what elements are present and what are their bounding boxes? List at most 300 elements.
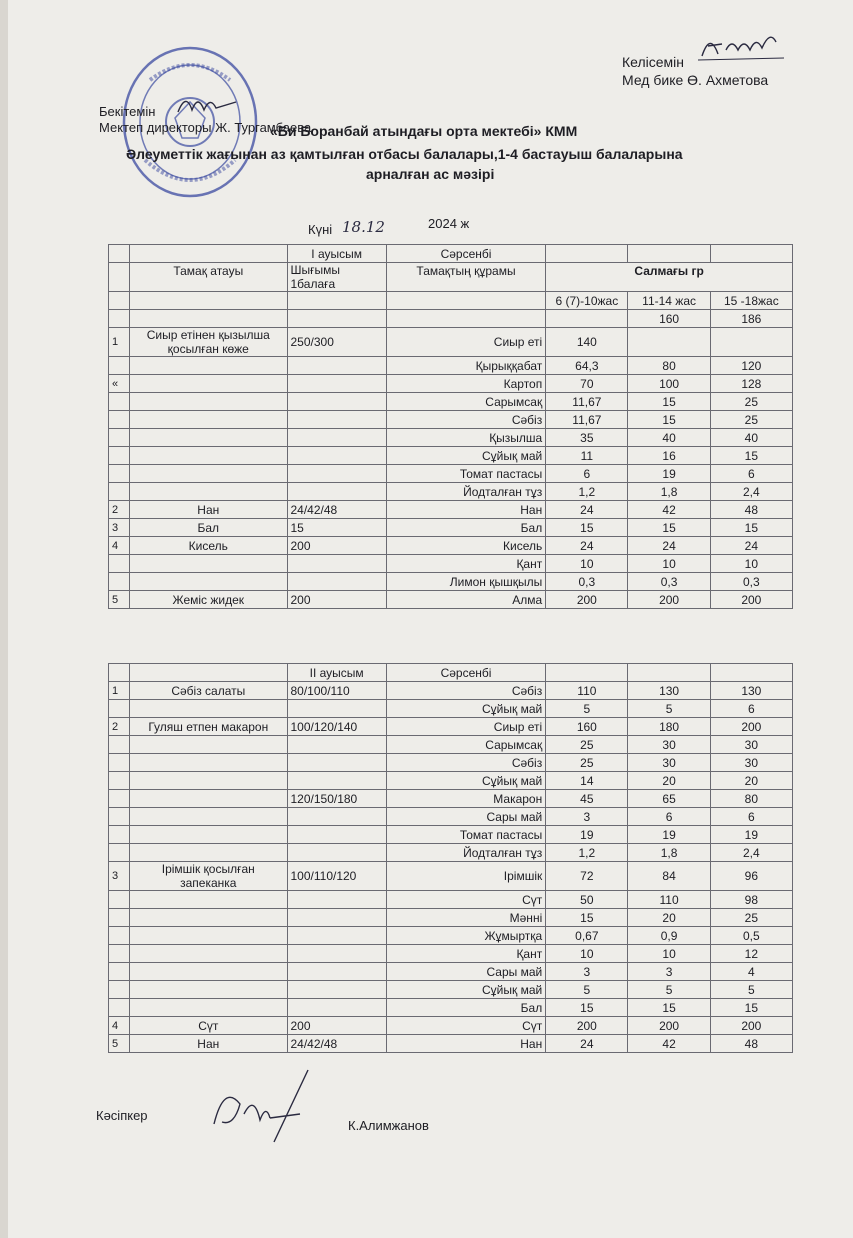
dish-name (130, 357, 287, 375)
weight-age-1: 200 (546, 1017, 628, 1035)
ingredient-name: Макарон (386, 790, 545, 808)
weight-age-2: 42 (628, 1035, 710, 1053)
table-row (109, 1017, 793, 1035)
table-row (109, 700, 793, 718)
weight-age-2: 16 (628, 447, 710, 465)
dish-name: Ірімшік қосылған запеканка (130, 862, 287, 891)
row-number (109, 483, 130, 501)
weight-age-1: 11,67 (546, 393, 628, 411)
weight-age-1: 15 (546, 519, 628, 537)
table-row (109, 844, 793, 862)
weight-age-1: 25 (546, 736, 628, 754)
dish-output: 250/300 (287, 328, 386, 357)
weight-age-3: 0,3 (710, 573, 792, 591)
weight-age-1: 50 (546, 891, 628, 909)
ingredient-name: Сүт (386, 891, 545, 909)
table-row (109, 573, 793, 591)
weight-age-3: 20 (710, 772, 792, 790)
dish-name: Нан (130, 1035, 287, 1053)
weight-age-2: 80 (628, 357, 710, 375)
row-number: 1 (109, 328, 130, 357)
weight-age-3: 186 (710, 310, 792, 328)
dish-name: Сәбіз салаты (130, 682, 287, 700)
dish-name (130, 826, 287, 844)
shift1-table (108, 244, 793, 609)
shift2-table (108, 663, 793, 1053)
table-row (109, 375, 793, 393)
col-weight-header: Салмағы гр (546, 263, 793, 292)
weight-age-1: 5 (546, 700, 628, 718)
dish-name (130, 754, 287, 772)
dish-output: 120/150/180 (287, 790, 386, 808)
dish-name (130, 573, 287, 591)
weight-age-1: 35 (546, 429, 628, 447)
dish-output (287, 375, 386, 393)
dish-name (130, 844, 287, 862)
dish-output (287, 429, 386, 447)
weight-age-2: 3 (628, 963, 710, 981)
ingredient-name: Сары май (386, 963, 545, 981)
row-number (109, 754, 130, 772)
weight-age-3: 25 (710, 393, 792, 411)
weight-age-2: 100 (628, 375, 710, 393)
table-row (109, 927, 793, 945)
weight-age-2: 24 (628, 537, 710, 555)
age-group-2: 11-14 жас (628, 292, 710, 310)
row-number (109, 927, 130, 945)
dish-name: Нан (130, 501, 287, 519)
weight-age-1: 64,3 (546, 357, 628, 375)
row-number (109, 844, 130, 862)
table-row (109, 328, 793, 357)
ingredient-name: Сүт (386, 1017, 545, 1035)
weight-age-3: 48 (710, 501, 792, 519)
footer-name: К.Алимжанов (348, 1118, 429, 1133)
school-name: «Би Боранбай атындағы орта мектебі» КММ (270, 123, 578, 139)
row-number (109, 700, 130, 718)
weight-age-3: 12 (710, 945, 792, 963)
ingredient-name (386, 310, 545, 328)
table-row (109, 963, 793, 981)
weight-age-2: 15 (628, 411, 710, 429)
weight-age-1: 10 (546, 555, 628, 573)
table-row (109, 981, 793, 999)
dish-name (130, 772, 287, 790)
weight-age-2: 160 (628, 310, 710, 328)
weight-age-2: 6 (628, 808, 710, 826)
dish-output (287, 447, 386, 465)
dish-name (130, 808, 287, 826)
weight-age-2: 20 (628, 772, 710, 790)
dish-output (287, 700, 386, 718)
weight-age-3: 10 (710, 555, 792, 573)
footer-role: Кәсіпкер (96, 1108, 148, 1123)
weight-age-3: 80 (710, 790, 792, 808)
age-group-1: 6 (7)-10жас (546, 292, 628, 310)
weight-age-2: 200 (628, 1017, 710, 1035)
weight-age-1: 140 (546, 328, 628, 357)
ingredient-name: Мәнні (386, 909, 545, 927)
table-row (109, 718, 793, 736)
weight-age-3: 200 (710, 1017, 792, 1035)
table-row (109, 772, 793, 790)
weight-age-1: 45 (546, 790, 628, 808)
weight-age-2: 0,9 (628, 927, 710, 945)
dish-name: Сиыр етінен қызылша қосылған көже (130, 328, 287, 357)
weight-age-2: 200 (628, 591, 710, 609)
weight-age-1: 24 (546, 1035, 628, 1053)
dish-name (130, 909, 287, 927)
weight-age-1: 72 (546, 862, 628, 891)
weight-age-3: 5 (710, 981, 792, 999)
ingredient-name: Ірімшік (386, 862, 545, 891)
weight-age-3: 30 (710, 736, 792, 754)
dish-name (130, 999, 287, 1017)
table-row (109, 891, 793, 909)
dish-name: Жеміс жидек (130, 591, 287, 609)
table-row (109, 537, 793, 555)
col-dish-header: Тамақ атауы (130, 263, 287, 292)
ingredient-name: Қызылша (386, 429, 545, 447)
weight-age-3: 6 (710, 465, 792, 483)
weight-age-2: 15 (628, 519, 710, 537)
weight-age-1: 24 (546, 537, 628, 555)
weight-age-3: 4 (710, 963, 792, 981)
ingredient-name: Бал (386, 999, 545, 1017)
ingredient-name: Сәбіз (386, 754, 545, 772)
approval-left-line2: Мектеп директоры Ж. Тургамбаева (99, 120, 312, 135)
weight-age-2: 0,3 (628, 573, 710, 591)
row-number: « (109, 375, 130, 393)
weight-age-3: 128 (710, 375, 792, 393)
table-row (109, 429, 793, 447)
ingredient-name: Бал (386, 519, 545, 537)
weight-age-3: 25 (710, 411, 792, 429)
row-number (109, 790, 130, 808)
dish-output (287, 981, 386, 999)
weight-age-2: 42 (628, 501, 710, 519)
weight-age-3: 2,4 (710, 483, 792, 501)
row-number (109, 999, 130, 1017)
dish-output (287, 999, 386, 1017)
weight-age-3: 30 (710, 754, 792, 772)
row-number: 4 (109, 537, 130, 555)
weight-age-3: 40 (710, 429, 792, 447)
weight-age-3: 15 (710, 999, 792, 1017)
row-number (109, 981, 130, 999)
dish-name (130, 375, 287, 393)
weight-age-2: 5 (628, 981, 710, 999)
weight-age-3: 200 (710, 718, 792, 736)
row-number: 3 (109, 519, 130, 537)
dish-output (287, 411, 386, 429)
age-group-3: 15 -18жас (710, 292, 792, 310)
menu-subtitle: арналған ас мәзірі (366, 166, 495, 182)
weight-age-1: 3 (546, 808, 628, 826)
row-number (109, 357, 130, 375)
weight-age-3: 6 (710, 700, 792, 718)
ingredient-name: Сарымсақ (386, 393, 545, 411)
weight-age-2 (628, 328, 710, 357)
ingredient-name: Кисель (386, 537, 545, 555)
ingredient-name: Қант (386, 555, 545, 573)
weight-age-2: 19 (628, 465, 710, 483)
table-row (109, 999, 793, 1017)
weight-age-1: 1,2 (546, 483, 628, 501)
row-number: 2 (109, 501, 130, 519)
table-row (109, 790, 793, 808)
col-ingredients-header: Тамақтың құрамы (386, 263, 545, 292)
weight-age-3 (710, 328, 792, 357)
table-row (109, 909, 793, 927)
table-row (109, 465, 793, 483)
ingredient-name: Сұйық май (386, 981, 545, 999)
ingredient-name: Жұмыртқа (386, 927, 545, 945)
dish-output (287, 927, 386, 945)
ingredient-name: Қант (386, 945, 545, 963)
weight-age-3: 200 (710, 591, 792, 609)
dish-output: 24/42/48 (287, 501, 386, 519)
weight-age-1: 1,2 (546, 844, 628, 862)
table-row (109, 483, 793, 501)
row-number (109, 772, 130, 790)
row-number (109, 891, 130, 909)
weight-age-3: 48 (710, 1035, 792, 1053)
dish-output (287, 844, 386, 862)
weight-age-2: 19 (628, 826, 710, 844)
table-row (109, 393, 793, 411)
row-number (109, 963, 130, 981)
approval-right-line1: Келісемін (622, 54, 685, 70)
table-row (109, 945, 793, 963)
weight-age-2: 1,8 (628, 483, 710, 501)
weight-age-2: 30 (628, 736, 710, 754)
row-number (109, 573, 130, 591)
dish-output (287, 891, 386, 909)
weight-age-1: 200 (546, 591, 628, 609)
dish-name: Сүт (130, 1017, 287, 1035)
approval-right-line2: Мед бике Ө. Ахметова (622, 72, 769, 88)
table-row (109, 357, 793, 375)
dish-name (130, 891, 287, 909)
ingredient-name: Йодталған тұз (386, 844, 545, 862)
dish-name (130, 945, 287, 963)
dish-name (130, 963, 287, 981)
weight-age-1 (546, 310, 628, 328)
weight-age-2: 15 (628, 999, 710, 1017)
entrepreneur-signature (204, 1064, 324, 1148)
table-row (109, 591, 793, 609)
table-row (109, 736, 793, 754)
table-row (109, 310, 793, 328)
dish-output (287, 357, 386, 375)
weight-age-3: 24 (710, 537, 792, 555)
ingredient-name: Нан (386, 1035, 545, 1053)
weight-age-2: 65 (628, 790, 710, 808)
table-row (109, 519, 793, 537)
dish-output: 100/110/120 (287, 862, 386, 891)
weight-age-1: 15 (546, 999, 628, 1017)
ingredient-name: Йодталған тұз (386, 483, 545, 501)
shift1-colheader-row (109, 263, 793, 292)
weight-age-1: 19 (546, 826, 628, 844)
dish-output (287, 909, 386, 927)
weight-age-3: 15 (710, 519, 792, 537)
row-number (109, 555, 130, 573)
dish-output (287, 945, 386, 963)
table-row (109, 862, 793, 891)
shift1-ages-row (109, 292, 793, 310)
date-label: Күні (308, 222, 333, 237)
table-row (109, 826, 793, 844)
weight-age-3: 96 (710, 862, 792, 891)
row-number: 4 (109, 1017, 130, 1035)
dish-output: 200 (287, 591, 386, 609)
row-number (109, 310, 130, 328)
row-number (109, 393, 130, 411)
row-number: 5 (109, 591, 130, 609)
weight-age-1: 11,67 (546, 411, 628, 429)
weight-age-1: 25 (546, 754, 628, 772)
row-number (109, 736, 130, 754)
row-number (109, 411, 130, 429)
table-row (109, 411, 793, 429)
weight-age-1: 24 (546, 501, 628, 519)
row-number: 5 (109, 1035, 130, 1053)
ingredient-name: Сұйық май (386, 772, 545, 790)
table-row (109, 501, 793, 519)
dish-name (130, 411, 287, 429)
ingredient-name: Сары май (386, 808, 545, 826)
dish-output (287, 736, 386, 754)
ingredient-name: Сәбіз (386, 411, 545, 429)
dish-output (287, 808, 386, 826)
weight-age-1: 70 (546, 375, 628, 393)
weight-age-1: 5 (546, 981, 628, 999)
table-row (109, 555, 793, 573)
weight-age-3: 25 (710, 909, 792, 927)
weight-age-1: 14 (546, 772, 628, 790)
shift2-header-row (109, 664, 793, 682)
dish-output: 100/120/140 (287, 718, 386, 736)
weight-age-1: 10 (546, 945, 628, 963)
weight-age-2: 130 (628, 682, 710, 700)
dish-name (130, 927, 287, 945)
weight-age-2: 10 (628, 945, 710, 963)
dish-name (130, 981, 287, 999)
ingredient-name: Сиыр еті (386, 718, 545, 736)
dish-name (130, 447, 287, 465)
weight-age-3: 130 (710, 682, 792, 700)
row-number: 3 (109, 862, 130, 891)
ingredient-name: Сұйық май (386, 447, 545, 465)
weight-age-1: 3 (546, 963, 628, 981)
dish-output (287, 483, 386, 501)
shift1-header-row (109, 245, 793, 263)
weight-age-3: 15 (710, 447, 792, 465)
dish-name: Бал (130, 519, 287, 537)
menu-title: Әлеуметтік жағынан аз қамтылған отбасы балалары,1-4 бастауыш балаларына (126, 146, 683, 162)
dish-name (130, 465, 287, 483)
dish-output (287, 573, 386, 591)
table-row (109, 808, 793, 826)
shift2-day: Сәрсенбі (386, 664, 545, 682)
weight-age-3: 98 (710, 891, 792, 909)
dish-output: 200 (287, 1017, 386, 1035)
ingredient-name: Сұйық май (386, 700, 545, 718)
weight-age-2: 5 (628, 700, 710, 718)
dish-output (287, 555, 386, 573)
weight-age-2: 20 (628, 909, 710, 927)
dish-output (287, 310, 386, 328)
dish-name (130, 393, 287, 411)
row-number (109, 945, 130, 963)
weight-age-3: 6 (710, 808, 792, 826)
table-row (109, 754, 793, 772)
weight-age-3: 19 (710, 826, 792, 844)
row-number (109, 447, 130, 465)
shift2-label: II ауысым (287, 664, 386, 682)
table-row (109, 1035, 793, 1053)
dish-output: 80/100/110 (287, 682, 386, 700)
nurse-signature (696, 28, 786, 62)
row-number (109, 465, 130, 483)
row-number: 2 (109, 718, 130, 736)
weight-age-3: 2,4 (710, 844, 792, 862)
dish-output (287, 772, 386, 790)
weight-age-2: 1,8 (628, 844, 710, 862)
weight-age-1: 160 (546, 718, 628, 736)
ingredient-name: Нан (386, 501, 545, 519)
dish-output (287, 826, 386, 844)
dish-name (130, 483, 287, 501)
dish-name (130, 736, 287, 754)
weight-age-2: 40 (628, 429, 710, 447)
approval-left-line1: Бекітемін (99, 104, 156, 119)
ingredient-name: Алма (386, 591, 545, 609)
ingredient-name: Сәбіз (386, 682, 545, 700)
row-number (109, 826, 130, 844)
dish-name (130, 555, 287, 573)
dish-name: Кисель (130, 537, 287, 555)
weight-age-3: 120 (710, 357, 792, 375)
shift1-day: Сәрсенбі (386, 245, 545, 263)
shift1-label: I ауысым (287, 245, 386, 263)
table-row (109, 447, 793, 465)
row-number (109, 429, 130, 447)
weight-age-2: 110 (628, 891, 710, 909)
date-handwritten: 18.12 (342, 218, 385, 236)
weight-age-2: 30 (628, 754, 710, 772)
dish-output: 24/42/48 (287, 1035, 386, 1053)
weight-age-2: 15 (628, 393, 710, 411)
document-page (8, 0, 853, 1238)
weight-age-1: 110 (546, 682, 628, 700)
dish-output: 200 (287, 537, 386, 555)
row-number (109, 909, 130, 927)
weight-age-2: 84 (628, 862, 710, 891)
dish-output: 15 (287, 519, 386, 537)
dish-output (287, 393, 386, 411)
ingredient-name: Қырыққабат (386, 357, 545, 375)
weight-age-1: 0,3 (546, 573, 628, 591)
dish-name (130, 429, 287, 447)
weight-age-2: 10 (628, 555, 710, 573)
ingredient-name: Томат пастасы (386, 465, 545, 483)
dish-name (130, 700, 287, 718)
dish-output (287, 465, 386, 483)
ingredient-name: Сарымсақ (386, 736, 545, 754)
